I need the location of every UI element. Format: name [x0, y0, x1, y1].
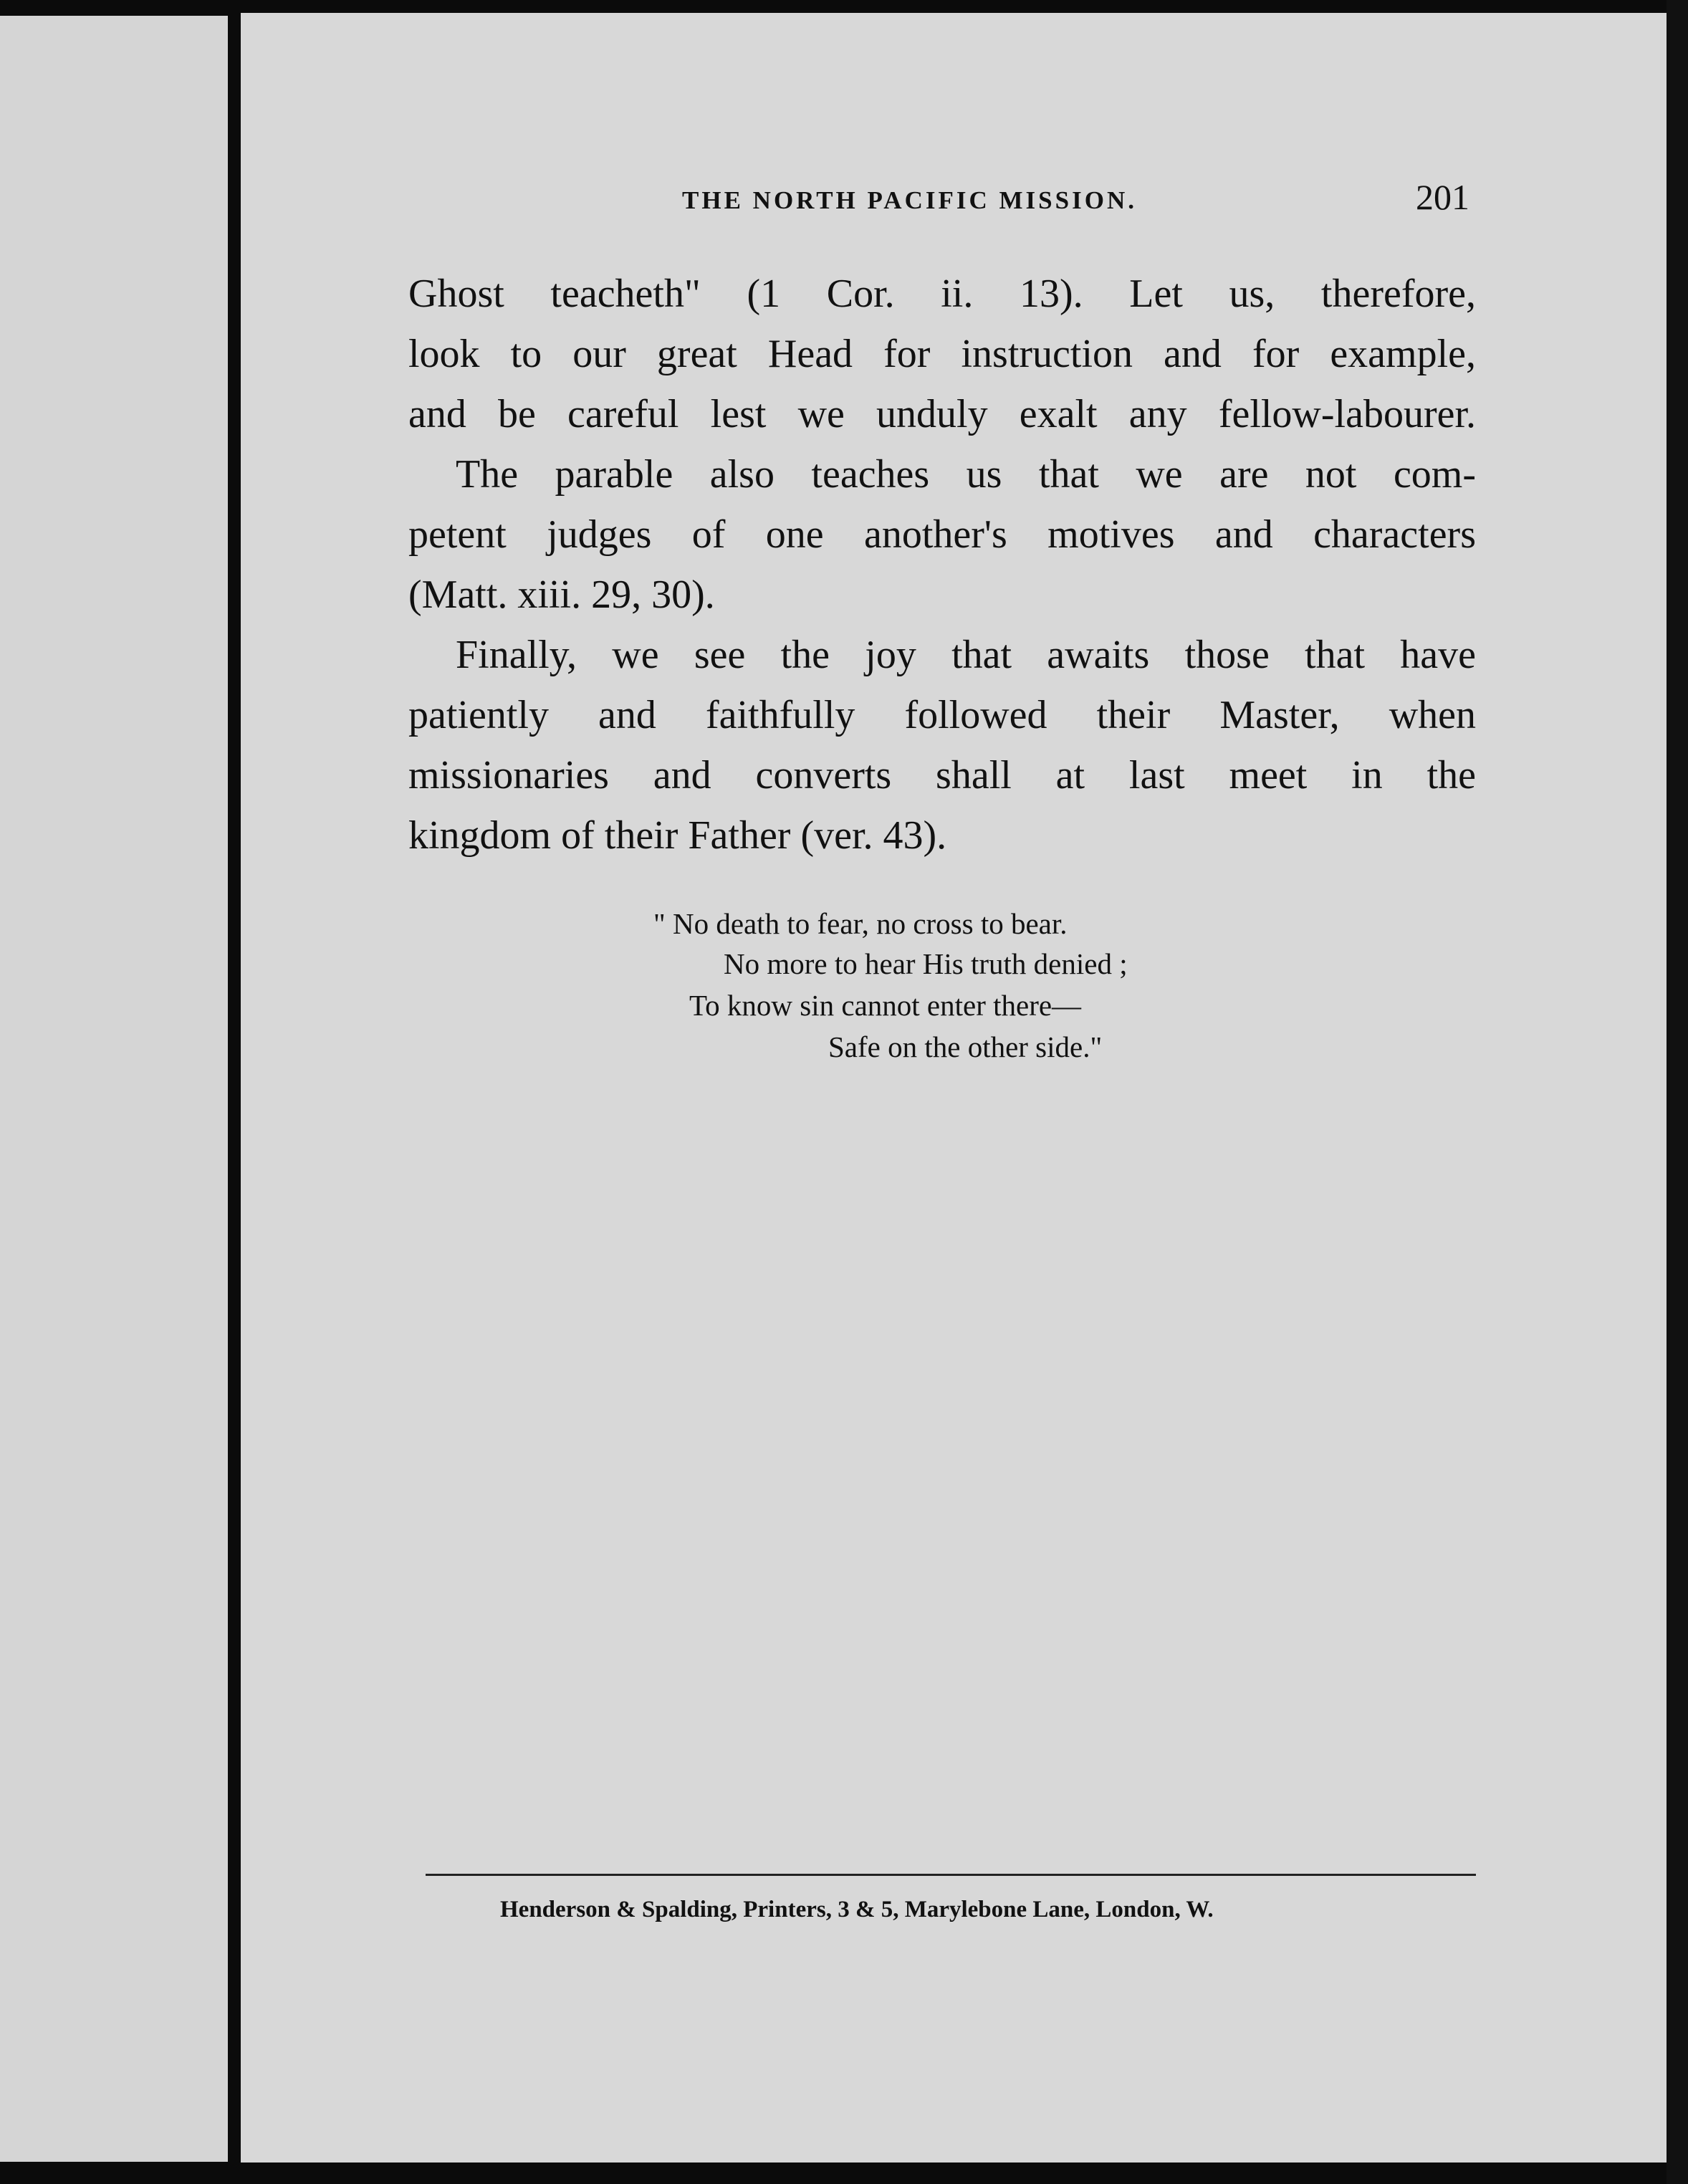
- verse-line: No more to hear His truth denied ;: [724, 947, 1128, 980]
- body-line: (Matt. xiii. 29, 30).: [408, 573, 715, 617]
- body-line: kingdom of their Father (ver. 43).: [408, 813, 947, 858]
- body-line: petent judges of one another's motives and characters: [408, 512, 1476, 557]
- printer-imprint: Henderson & Spalding, Printers, 3 & 5, Marylebone Lane, London, W.: [500, 1897, 1214, 1922]
- body-line: Finally, we see the joy that awaits those that have: [456, 633, 1476, 677]
- book-gutter: [228, 0, 241, 2184]
- body-line: look to our great Head for instruction and for example,: [408, 332, 1476, 376]
- body-line: The parable also teaches us that we are not com-: [456, 452, 1476, 497]
- verse-line: To know sin cannot enter there—: [689, 989, 1082, 1022]
- body-line: missionaries and converts shall at last meet in the: [408, 753, 1476, 798]
- scan-edge: [1667, 0, 1688, 2184]
- body-line: patiently and faithfully followed their Master, when: [408, 693, 1476, 737]
- running-head: THE NORTH PACIFIC MISSION.: [682, 186, 1137, 214]
- left-page: [0, 16, 228, 2162]
- page-number: 201: [1416, 177, 1469, 217]
- verse-line: " No death to fear, no cross to bear.: [653, 907, 1068, 940]
- footer-rule: [426, 1874, 1476, 1876]
- body-line: Ghost teacheth" (1 Cor. ii. 13). Let us, therefore,: [408, 272, 1476, 316]
- verse-line: Safe on the other side.": [828, 1030, 1103, 1063]
- body-line: and be careful lest we unduly exalt any fellow-labourer.: [408, 392, 1476, 436]
